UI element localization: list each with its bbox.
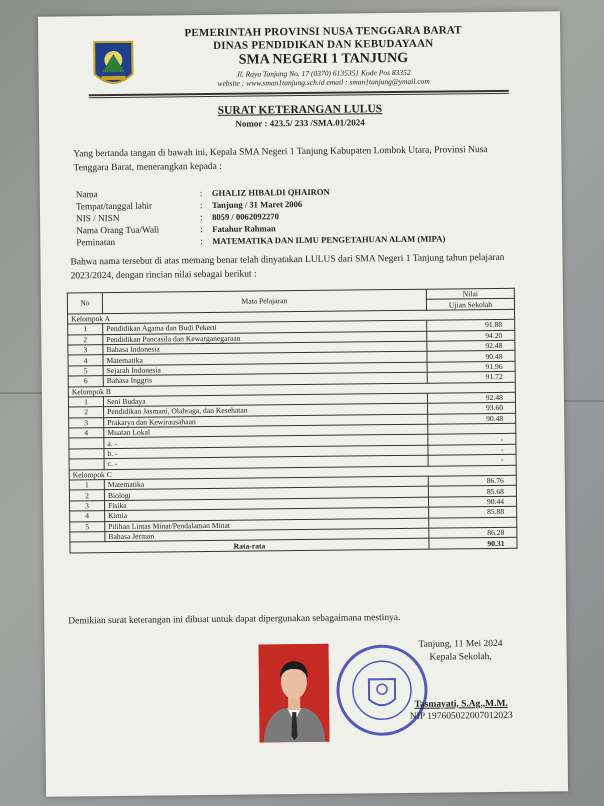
row-value: - xyxy=(428,444,516,455)
identity-label: Peminatan xyxy=(76,236,116,248)
identity-row: Nama Orang Tua/Wali : Fatahur Rahman xyxy=(76,223,276,236)
grades-table xyxy=(67,288,518,553)
signer-nip: NIP 197605022007012023 xyxy=(409,711,513,723)
graduation-statement: Bahwa nama tersebut di atas memang benar telah dinyatakan LULUS dari SMA Negeri 1 Tanjung tahun pelajaran 2023/2024, dengan rincian nilai sebagai berikut : xyxy=(70,252,505,282)
row-value: 90.48 xyxy=(427,351,515,362)
ntb-province-logo-icon xyxy=(92,40,135,92)
identity-value: 8059 / 0062092270 xyxy=(211,211,279,222)
floor-tile-line xyxy=(0,392,46,394)
row-subject: Biologi xyxy=(104,487,428,501)
row-no xyxy=(70,532,105,543)
row-no: 4 xyxy=(68,355,103,366)
row-subject: Prakarya dan Kewirausahaan xyxy=(104,414,428,428)
row-value: - xyxy=(428,434,516,445)
row-subject: Muatan Lokal xyxy=(104,424,428,438)
row-no: 4 xyxy=(70,511,105,522)
row-no: 1 xyxy=(68,396,103,407)
identity-value: Fatahur Rahman xyxy=(212,223,276,234)
identity-value: GHALIZ HIBALDI QHAIRON xyxy=(211,186,330,198)
intro-paragraph: Yang bertanda tangan di bawah ini, Kepala SMA Negeri 1 Tanjung Kabupaten Lombok Utara, Provinsi Nusa Tenggara Barat, menerangkan kepada : xyxy=(73,145,488,174)
header-agency: DINAS PENDIDIKAN DAN KEBUDAYAAN xyxy=(213,37,434,53)
row-subject: Pendidikan Agama dan Budi Pekerti xyxy=(103,320,427,334)
closing-statement: Demikian surat keterangan ini dibuat untuk dapat dipergunakan sebagaimana mestinya. xyxy=(68,612,401,627)
identity-label: Nama xyxy=(75,189,98,200)
row-subject: Matematika xyxy=(103,352,427,366)
group-label: Kelompok C xyxy=(69,465,516,480)
identity-row: Peminatan : MATEMATIKA DAN ILMU PENGETAHUAN ALAM (MIPA) xyxy=(76,233,446,248)
row-value: 90.44 xyxy=(428,496,516,507)
row-no xyxy=(69,438,104,449)
floor-tile-line xyxy=(560,400,604,402)
row-subject: c. - xyxy=(104,455,428,469)
header-school: SMA NEGERI 1 TANJUNG xyxy=(238,51,409,69)
identity-value: Tanjung / 31 Maret 2006 xyxy=(211,198,303,210)
row-no: 2 xyxy=(69,490,104,501)
identity-label: Tempat/tanggal lahir xyxy=(75,200,153,212)
student-portrait-icon xyxy=(259,644,330,743)
row-subject: Bahasa Inggris xyxy=(103,372,427,386)
document-title: SURAT KETERANGAN LULUS xyxy=(217,103,383,117)
row-no: 1 xyxy=(68,324,103,335)
row-no: 2 xyxy=(69,407,104,418)
signer-name: Tasmayati, S.Ag.,M.M. xyxy=(414,698,508,710)
row-no: 3 xyxy=(70,500,105,511)
row-value: 90.48 xyxy=(428,413,516,424)
row-subject: Pendidikan Jasmani, Olahraga, dan Kesehatan xyxy=(104,403,428,417)
row-no: 6 xyxy=(68,376,103,387)
row-no xyxy=(69,448,104,459)
identity-value: MATEMATIKA DAN ILMU PENGETAHUAN ALAM (MIPA) xyxy=(212,233,446,246)
identity-label: NIS / NISN xyxy=(75,212,120,224)
identity-row: Tempat/tanggal lahir : Tanjung / 31 Maret 2006 xyxy=(75,198,303,212)
row-no: 4 xyxy=(69,428,104,439)
row-no: 2 xyxy=(68,334,103,345)
row-no: 1 xyxy=(69,480,104,491)
row-subject: Kimia xyxy=(105,507,429,521)
row-subject: Pilihan Lintas Minat/Pendalaman Minat xyxy=(105,518,429,532)
row-value: 86.76 xyxy=(428,475,516,486)
row-value: 92.48 xyxy=(427,392,515,403)
document-number: Nomor : 423.5/ 233 /SMA.01/2024 xyxy=(235,117,365,129)
row-subject: Bahasa Jerman xyxy=(105,528,429,542)
average-value: 90.31 xyxy=(429,538,517,549)
row-value: 91.96 xyxy=(427,361,515,372)
col-header-no: No xyxy=(67,293,102,314)
row-subject: Fisika xyxy=(104,497,428,511)
student-identity xyxy=(76,185,446,249)
place-date: Tanjung, 11 Mei 2024 xyxy=(418,638,503,650)
row-subject: b. - xyxy=(104,445,428,459)
average-label: Rata-rata xyxy=(70,539,429,553)
group-label: Kelompok A xyxy=(68,309,515,324)
row-no: 5 xyxy=(70,521,105,532)
header-government: PEMERINTAH PROVINSI NUSA TENGGARA BARAT xyxy=(184,24,462,40)
row-value: 92.48 xyxy=(427,340,515,351)
identity-row: Nama : GHALIZ HIBALDI QHAIRON xyxy=(75,186,330,200)
col-header-ujian: Ujian Sekolah xyxy=(426,299,514,310)
group-label: Kelompok B xyxy=(68,382,515,397)
row-no xyxy=(69,459,104,470)
header-address: Jl. Raya Tanjung No. 17 (0370) 6135351 Kode Pos 83352 xyxy=(236,68,411,79)
row-subject: Matematika xyxy=(104,476,428,490)
row-value: 93.60 xyxy=(428,403,516,414)
row-subject: Sejarah Indonesia xyxy=(103,362,427,376)
row-subject: Seni Budaya xyxy=(103,393,427,407)
row-no: 3 xyxy=(69,417,104,428)
certificate-paper xyxy=(38,11,568,796)
row-value: 91.72 xyxy=(427,371,515,382)
row-value: - xyxy=(428,455,516,466)
signature-block xyxy=(370,637,551,724)
row-subject: a. - xyxy=(104,435,428,449)
col-header-subject: Mata Pelajaran xyxy=(102,289,426,313)
col-header-nilai: Nilai xyxy=(426,288,514,299)
identity-label: Nama Orang Tua/Wali xyxy=(76,224,160,236)
row-no: 3 xyxy=(68,345,103,356)
signer-role: Kepala Sekolah, xyxy=(429,651,492,663)
row-value: 85.68 xyxy=(428,486,516,497)
identity-row: NIS / NISN : 8059 / 0062092270 xyxy=(75,211,279,224)
row-value: 85.88 xyxy=(429,506,517,517)
row-subject: Bahasa Indonesia xyxy=(103,341,427,355)
row-value: 94.20 xyxy=(427,330,515,341)
row-subject: Pendidikan Pancasila dan Kewarganegaraan xyxy=(103,331,427,345)
student-photo xyxy=(259,644,330,743)
letterhead xyxy=(158,24,489,89)
row-value: 91.88 xyxy=(427,319,515,330)
row-value: 86.28 xyxy=(429,527,517,538)
header-contact: website : www.sman1tanjung.sch.id email : sman1tanjung@ymail.com xyxy=(217,76,430,89)
row-no: 5 xyxy=(68,365,103,376)
